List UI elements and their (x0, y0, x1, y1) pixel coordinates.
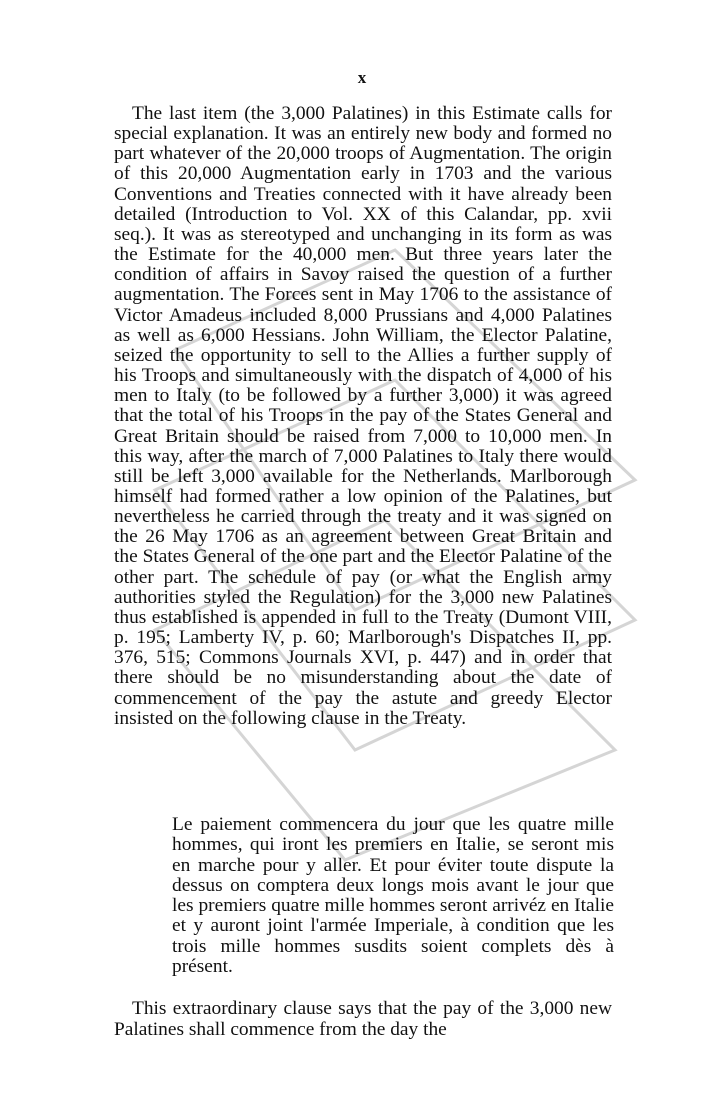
treaty-quotation: Le paiement commencera du jour que les quatre mille hommes, qui iront les premiers en Italie, se seront mis en marche pour y aller. Et pour éviter toute dispute la dessus on comptera deux longs mois avant le jour que les premiers quatre mille hommes seront arrivéz en Italie et y auront joint l'armée Imperiale, à condition que les trois mille hommes susdits soient complets dès à présent. (172, 814, 614, 978)
paragraph-continuation: This extraordinary clause says that the pay of the 3,000 new Palatines shall commence from the day the (114, 998, 612, 1040)
paragraph-main: The last item (the 3,000 Palatines) in this Estimate calls for special explanation. It was an entirely new body and formed no part whatever of the 20,000 troops of Augmentation. The origin of this 20,000 Augmentation early in 1703 and the various Conventions and Treaties connected with it have already been detailed (Introduction to Vol. XX of this Calandar, pp. xvii seq.). It was as stereotyped and unchanging in its form as was the Estimate for the 40,000 men. But three years later the condition of affairs in Savoy raised the question of a further augmentation. The Forces sent in May 1706 to the assistance of Victor Amadeus included 8,000 Prussians and 4,000 Palatines as well as 6,000 Hessians. John William, the Elector Palatine, seized the opportunity to sell to the Allies a further supply of his Troops and simultaneously with the dispatch of 4,000 of his men to Italy (to be followed by a further 3,000) it was agreed that the total of his Troops in the pay of the States General and Great Britain should be raised from 7,000 to 10,000 men. In this way, after the march of 7,000 Palatines to Italy there would still be left 3,000 available for the Netherlands. Marlborough himself had formed rather a low opinion of the Palatines, but nevertheless he carried through the treaty and it was signed on the 26 May 1706 as an agreement between Great Britain and the States General of the one part and the Elector Palatine of the other part. The schedule of pay (or what the English army authorities styled the Regulation) for the 3,000 new Palatines thus established is appended in full to the Treaty (Dumont VIII, p. 195; Lamberty IV, p. 60; Marlborough's Dispatches II, pp. 376, 515; Commons Journals XVI, p. 447) and in order that there should be no misunderstanding about the date of commencement of the pay the astute and greedy Elector insisted on the following clause in the Treaty. (114, 103, 612, 729)
page-number: x (357, 68, 368, 87)
